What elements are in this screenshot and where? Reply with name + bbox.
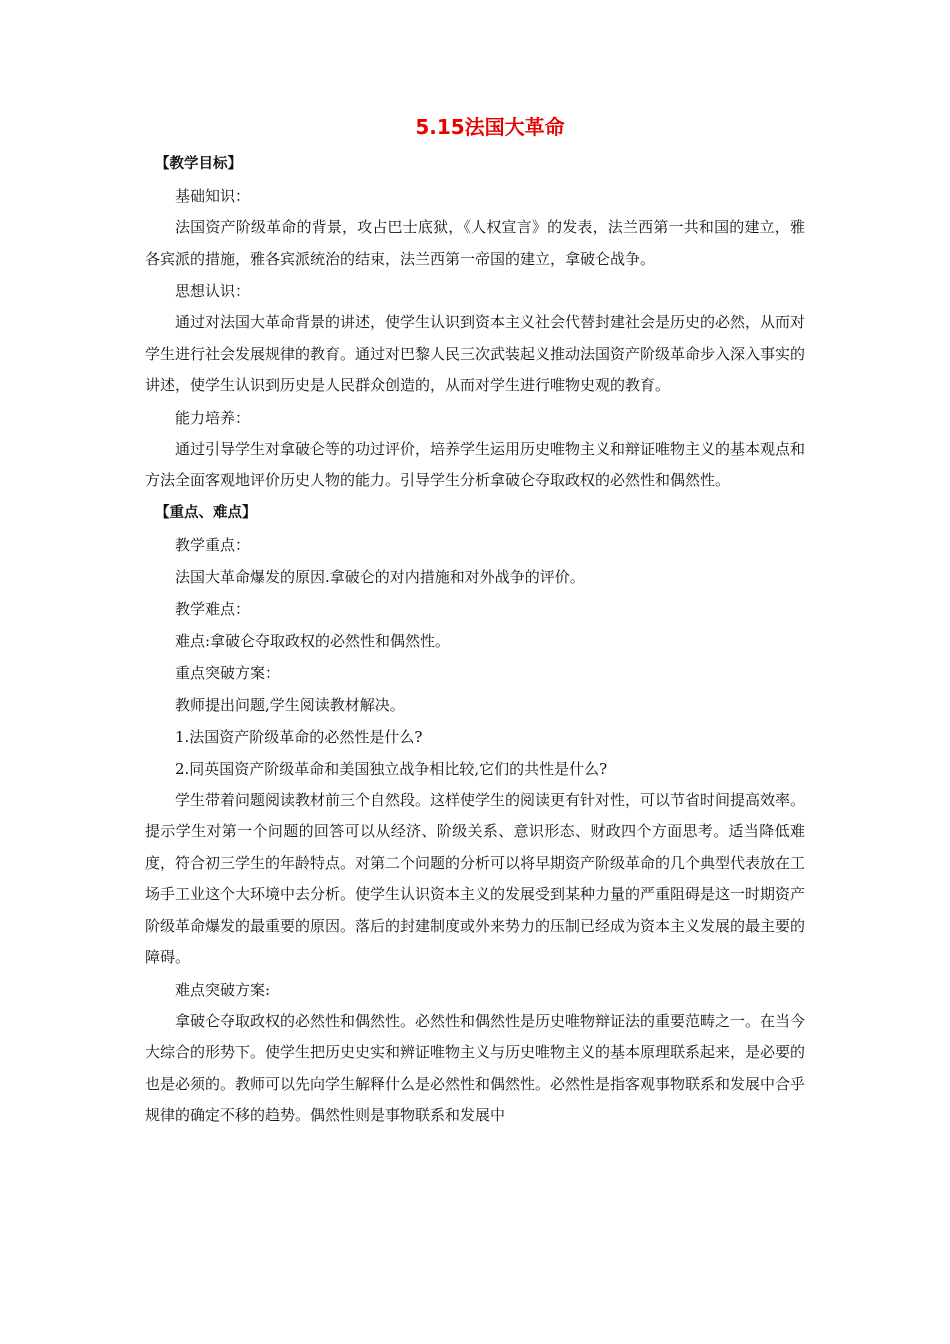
text-focus-plan-intro: 教师提出问题,学生阅读教材解决。 <box>175 695 405 714</box>
document-page <box>145 110 805 1132</box>
section-heading-keypoints: 【重点、难点】 <box>155 504 257 521</box>
paragraph-basic-knowledge: 法国资产阶级革命的背景，攻占巴士底狱，《人权宣言》的发表，法兰西第一共和国的建立，雅各宾派的措施，雅各宾派统治的结束，法兰西第一帝国的建立，拿破仑战争。 <box>145 218 805 268</box>
subheading-ability: 能力培养： <box>175 408 251 427</box>
paragraph-thought: 通过对法国大革命背景的讲述，使学生认识到资本主义社会代替封建社会是历史的必然，从而对学生进行社会发展规律的教育。通过对巴黎人民三次武装起义推动法国资产阶级革命步入深入事实的讲述，使学生认识到历史是人民群众创造的，从而对学生进行唯物史观的教育。 <box>145 313 806 394</box>
document-title: 5.15法国大革命 <box>415 115 565 139</box>
list-item-question-2: 2.同英国资产阶级革命和美国独立战争相比较,它们的共性是什么? <box>175 759 608 778</box>
list-item-question-1: 1.法国资产阶级革命的必然性是什么? <box>175 727 423 746</box>
subheading-basic-knowledge: 基础知识： <box>175 187 251 205</box>
subheading-thought: 思想认识： <box>175 282 251 300</box>
paragraph-ability: 通过引导学生对拿破仑等的功过评价，培养学生运用历史唯物主义和辩证唯物主义的基本观点和方法全面客观地评价历史人物的能力。引导学生分析拿破仑夺取政权的必然性和偶然性。 <box>145 439 806 489</box>
subheading-difficulty: 教学难点： <box>175 599 251 618</box>
text-difficulty: 难点:拿破仑夺取政权的必然性和偶然性。 <box>175 631 451 650</box>
paragraph-focus-plan: 学生带着问题阅读教材前三个自然段。这样使学生的阅读更有针对性，可以节省时间提高效率。提示学生对第一个问题的回答可以从经济、阶级关系、意识形态、财政四个方面思考。适当降低难度，符合初三学生的年龄特点。对第二个问题的分析可以将早期资产阶级革命的几个典型代表放在工场手工业这个大环境中去分析。使学生认识资本主义的发展受到某种力量的严重阻碍是这一时期资产阶级革命爆发的最重要的原因。落后的封建制度或外来势力的压制已经成为资本主义发展的最主要的障碍。 <box>145 790 806 966</box>
subheading-focus-plan: 重点突破方案： <box>175 663 281 682</box>
subheading-difficulty-plan: 难点突破方案: <box>175 980 271 999</box>
text-focus: 法国大革命爆发的原因.拿破仑的对内措施和对外战争的评价。 <box>175 567 585 586</box>
subheading-focus: 教学重点： <box>175 535 251 554</box>
paragraph-difficulty-plan: 拿破仑夺取政权的必然性和偶然性。必然性和偶然性是历史唯物辩证法的重要范畴之一。在当今大综合的形势下。使学生把历史史实和辨证唯物主义与历史唯物主义的基本原理联系起来，是必要的也是必须的。教师可以先向学生解释什么是必然性和偶然性。必然性是指客观事物联系和发展中合乎规律的确定不移的趋势。偶然性则是事物联系和发展中 <box>145 1011 806 1124</box>
section-heading-goals: 【教学目标】 <box>155 156 242 172</box>
